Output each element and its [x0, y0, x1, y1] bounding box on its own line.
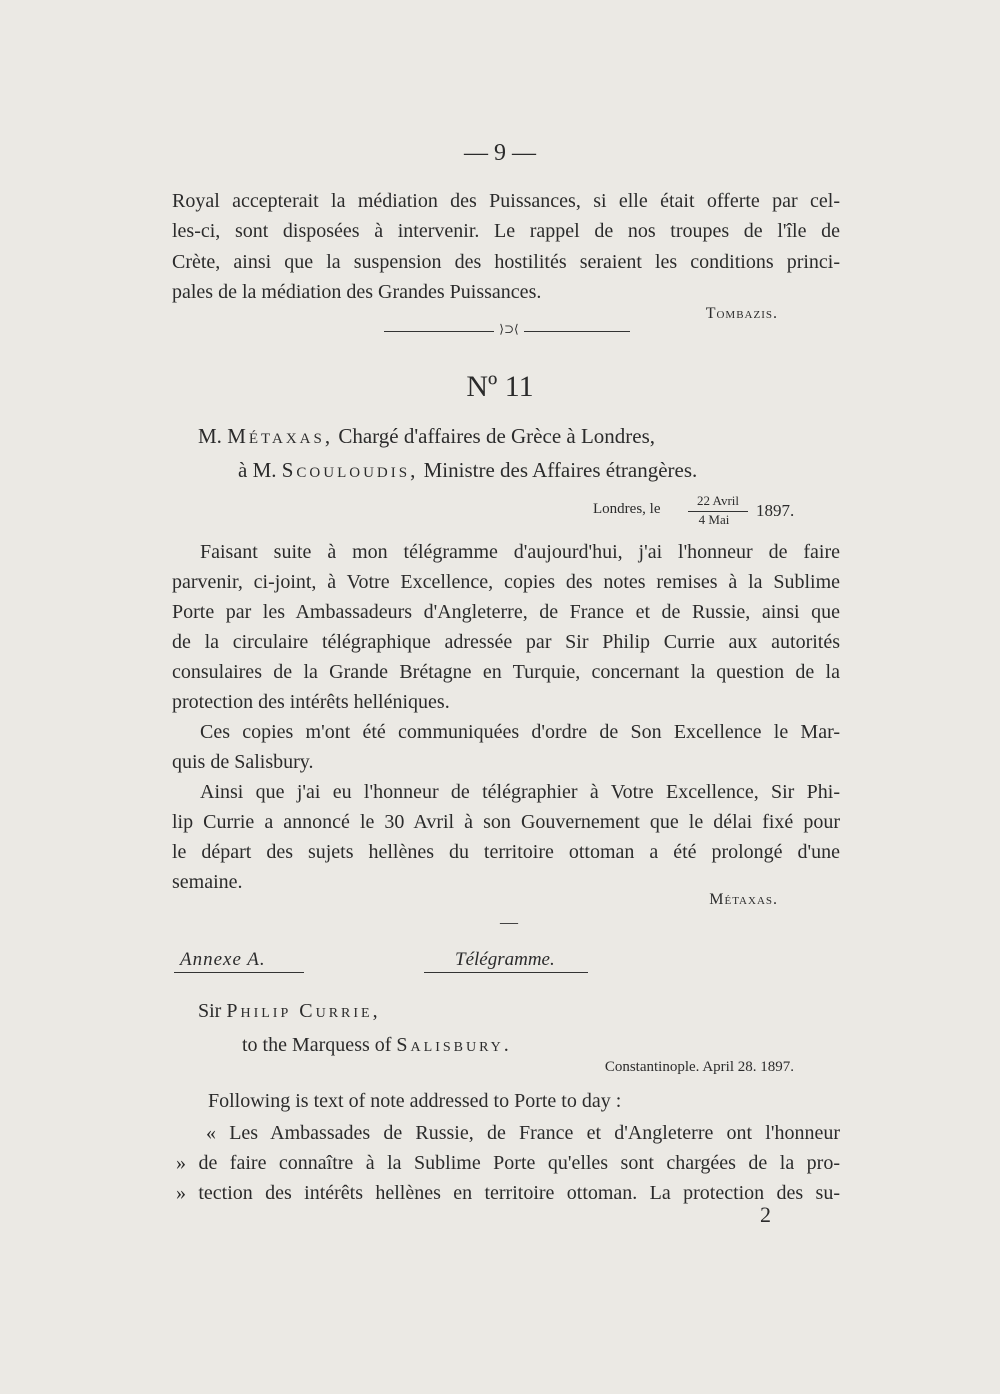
text-line: quis de Salisbury.: [172, 751, 314, 773]
telegram-recipient-line: [242, 1034, 512, 1057]
text-line: protection des intérêts helléniques.: [172, 691, 450, 713]
sender-line: [198, 424, 655, 449]
date-place: Londres, le: [593, 501, 661, 517]
text-line: lip Currie a annoncé le 30 Avril à son Gouvernement que le délai fixé pour: [172, 811, 840, 833]
text-line: Faisant suite à mon télégramme d'aujourd'hui, j'ai l'honneur de faire: [200, 541, 840, 563]
telegram-recipient-prefix: to the Marquess of: [242, 1034, 392, 1056]
recipient-title: Ministre des Affaires étrangères.: [423, 458, 698, 482]
text-line: le départ des sujets hellènes du territoire ottoman a été prolongé d'une: [172, 841, 840, 863]
date-fraction-bottom: 4 Mai: [698, 512, 730, 527]
quote-line: » tection des intérêts hellènes en territoire ottoman. La protection des su-: [176, 1182, 840, 1204]
recipient-prefix: à M.: [238, 458, 277, 482]
divider-right: [524, 331, 630, 332]
date-fraction-top: 22 Avril: [696, 493, 739, 508]
page-number: — 9 —: [464, 140, 536, 166]
sender-title: Chargé d'affaires de Grèce à Londres,: [338, 424, 656, 448]
text-line: consulaires de la Grande Brétagne en Turquie, concernant la question de la: [172, 661, 840, 683]
text-line: Ainsi que j'ai eu l'honneur de télégraphier à Votre Excellence, Sir Phi-: [200, 781, 840, 803]
annex-underline: [174, 972, 304, 973]
telegram-label: Télégramme.: [455, 949, 555, 970]
sender-prefix: M.: [198, 424, 222, 448]
quote-line: » de faire connaître à la Sublime Porte qu'elles sont chargées de la pro-: [176, 1152, 840, 1174]
text-line: de la circulaire télégraphique adressée par Sir Philip Currie aux autorités: [172, 631, 840, 653]
text-line: les-ci, sont disposées à intervenir. Le rappel de nos troupes de l'île de: [172, 220, 840, 242]
signature-metaxas: Métaxas.: [709, 891, 778, 908]
short-dash: —: [500, 912, 518, 932]
telegram-underline: [424, 972, 588, 973]
text-line: Royal accepterait la médiation des Puissances, si elle était offerte par cel-: [172, 190, 840, 212]
telegram-intro: Following is text of note addressed to Porte to day :: [208, 1090, 622, 1112]
annex-label: Annexe A.: [180, 949, 266, 970]
text-line: semaine.: [172, 871, 243, 893]
divider-left: [384, 331, 494, 332]
document-number: Nº 11: [466, 370, 534, 403]
telegram-date: Constantinople. April 28. 1897.: [604, 1059, 794, 1075]
signature-tombazis: Tombazis.: [705, 305, 778, 322]
date-year: 1897.: [756, 501, 795, 520]
telegram-sender-line: [198, 1000, 381, 1023]
telegram-sender-prefix: Sir: [198, 1000, 222, 1022]
text-line: pales de la médiation des Grandes Puissances.: [172, 281, 542, 303]
divider-ornament: ⟩⊃⟨: [499, 322, 519, 336]
signature-mark: 2: [760, 1202, 771, 1227]
text-line: Porte par les Ambassadeurs d'Angleterre, de France et de Russie, ainsi que: [172, 601, 840, 623]
recipient-line: [238, 458, 697, 483]
recipient-name: Scouloudis,: [281, 458, 419, 482]
text-line: Crète, ainsi que la suspension des hostilités seraient les conditions princi-: [172, 251, 840, 273]
text-line: Ces copies m'ont été communiquées d'ordre de Son Excellence le Mar-: [200, 721, 840, 743]
sender-name: Métaxas,: [227, 424, 334, 448]
telegram-recipient-name: Salisbury.: [396, 1034, 512, 1056]
text-line: parvenir, ci-joint, à Votre Excellence, copies des notes remises à la Sublime: [172, 571, 840, 593]
telegram-sender-name: Philip Currie,: [226, 1000, 381, 1022]
quote-line: « Les Ambassades de Russie, de France et d'Angleterre ont l'honneur: [206, 1122, 840, 1144]
